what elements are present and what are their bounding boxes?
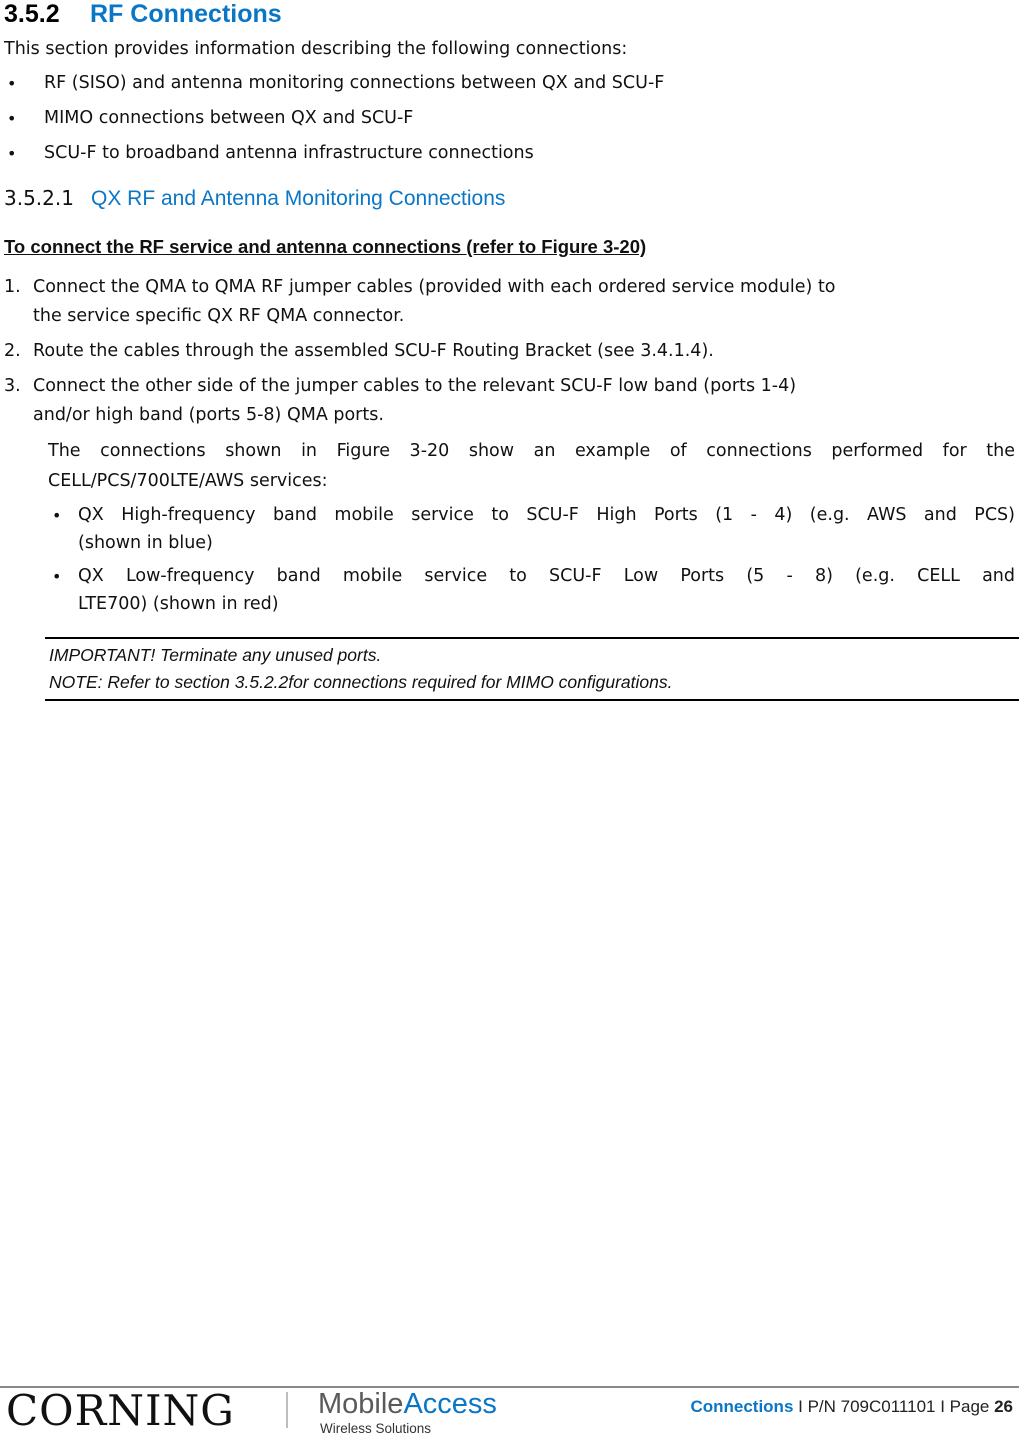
step-text-cont: the service specific QX RF QMA connector. (33, 306, 405, 326)
step-text: Connect the QMA to QMA RF jumper cables (provided with each ordered service module) to (33, 277, 836, 297)
footer-part-number: I P/N 709C011101 I Page (793, 1397, 995, 1416)
corning-logo: CORNING (6, 1386, 235, 1435)
note-box (45, 637, 1019, 701)
intro-text: This section provides information describing the following connections: (4, 39, 628, 59)
list-item-cont: (shown in blue) (78, 533, 213, 553)
step-text: Route the cables through the assembled SCU-F Routing Bracket (see 3.4.1.4). (33, 341, 714, 361)
bullet-icon: • (52, 506, 62, 525)
bullet-icon: • (7, 109, 17, 128)
step-text: Connect the other side of the jumper cables to the relevant SCU-F low band (ports 1-4) (33, 376, 797, 396)
step-number: 2. (4, 341, 21, 361)
page-footer-info (690, 1397, 1013, 1417)
list-item: QX Low-frequency band mobile service to SCU-F Low Ports (5 - 8) (e.g. CELL and (78, 566, 1015, 586)
example-paragraph-cont: CELL/PCS/700LTE/AWS services: (48, 471, 328, 491)
bullet-icon: • (7, 74, 17, 93)
list-item: RF (SISO) and antenna monitoring connections between QX and SCU-F (44, 73, 665, 93)
footer-section: Connections (690, 1397, 794, 1416)
list-item-cont: LTE700) (shown in red) (78, 594, 279, 614)
subsection-heading (4, 186, 505, 211)
bullet-icon: • (7, 144, 17, 163)
mobileaccess-logo: MobileAccess (318, 1388, 497, 1420)
section-heading (4, 0, 282, 29)
section-number: 3.5.2 (4, 0, 60, 28)
subsection-number: 3.5.2.1 (4, 186, 74, 210)
list-item: MIMO connections between QX and SCU-F (44, 108, 414, 128)
step-text-cont: and/or high band (ports 5-8) QMA ports. (33, 405, 384, 425)
logo-tagline: Wireless Solutions (320, 1421, 432, 1436)
bullet-icon: • (52, 567, 62, 586)
list-item: QX High-frequency band mobile service to SCU-F High Ports (1 - 4) (e.g. AWS and PCS) (78, 505, 1015, 525)
logo-divider (286, 1392, 288, 1428)
mimo-note: NOTE: Refer to section 3.5.2.2for connections required for MIMO configurations. (49, 672, 673, 692)
subsection-title: QX RF and Antenna Monitoring Connections (91, 187, 506, 210)
list-item: SCU-F to broadband antenna infrastructure connections (44, 143, 534, 163)
page-number: 26 (994, 1397, 1013, 1416)
section-title: RF Connections (90, 0, 282, 28)
procedure-heading: To connect the RF service and antenna connections (refer to Figure 3-20) (4, 236, 647, 257)
step-number: 1. (4, 277, 21, 297)
important-note: IMPORTANT! Terminate any unused ports. (49, 645, 382, 665)
step-number: 3. (4, 376, 21, 396)
example-paragraph: The connections shown in Figure 3-20 show an example of connections performed for the (48, 441, 1015, 461)
